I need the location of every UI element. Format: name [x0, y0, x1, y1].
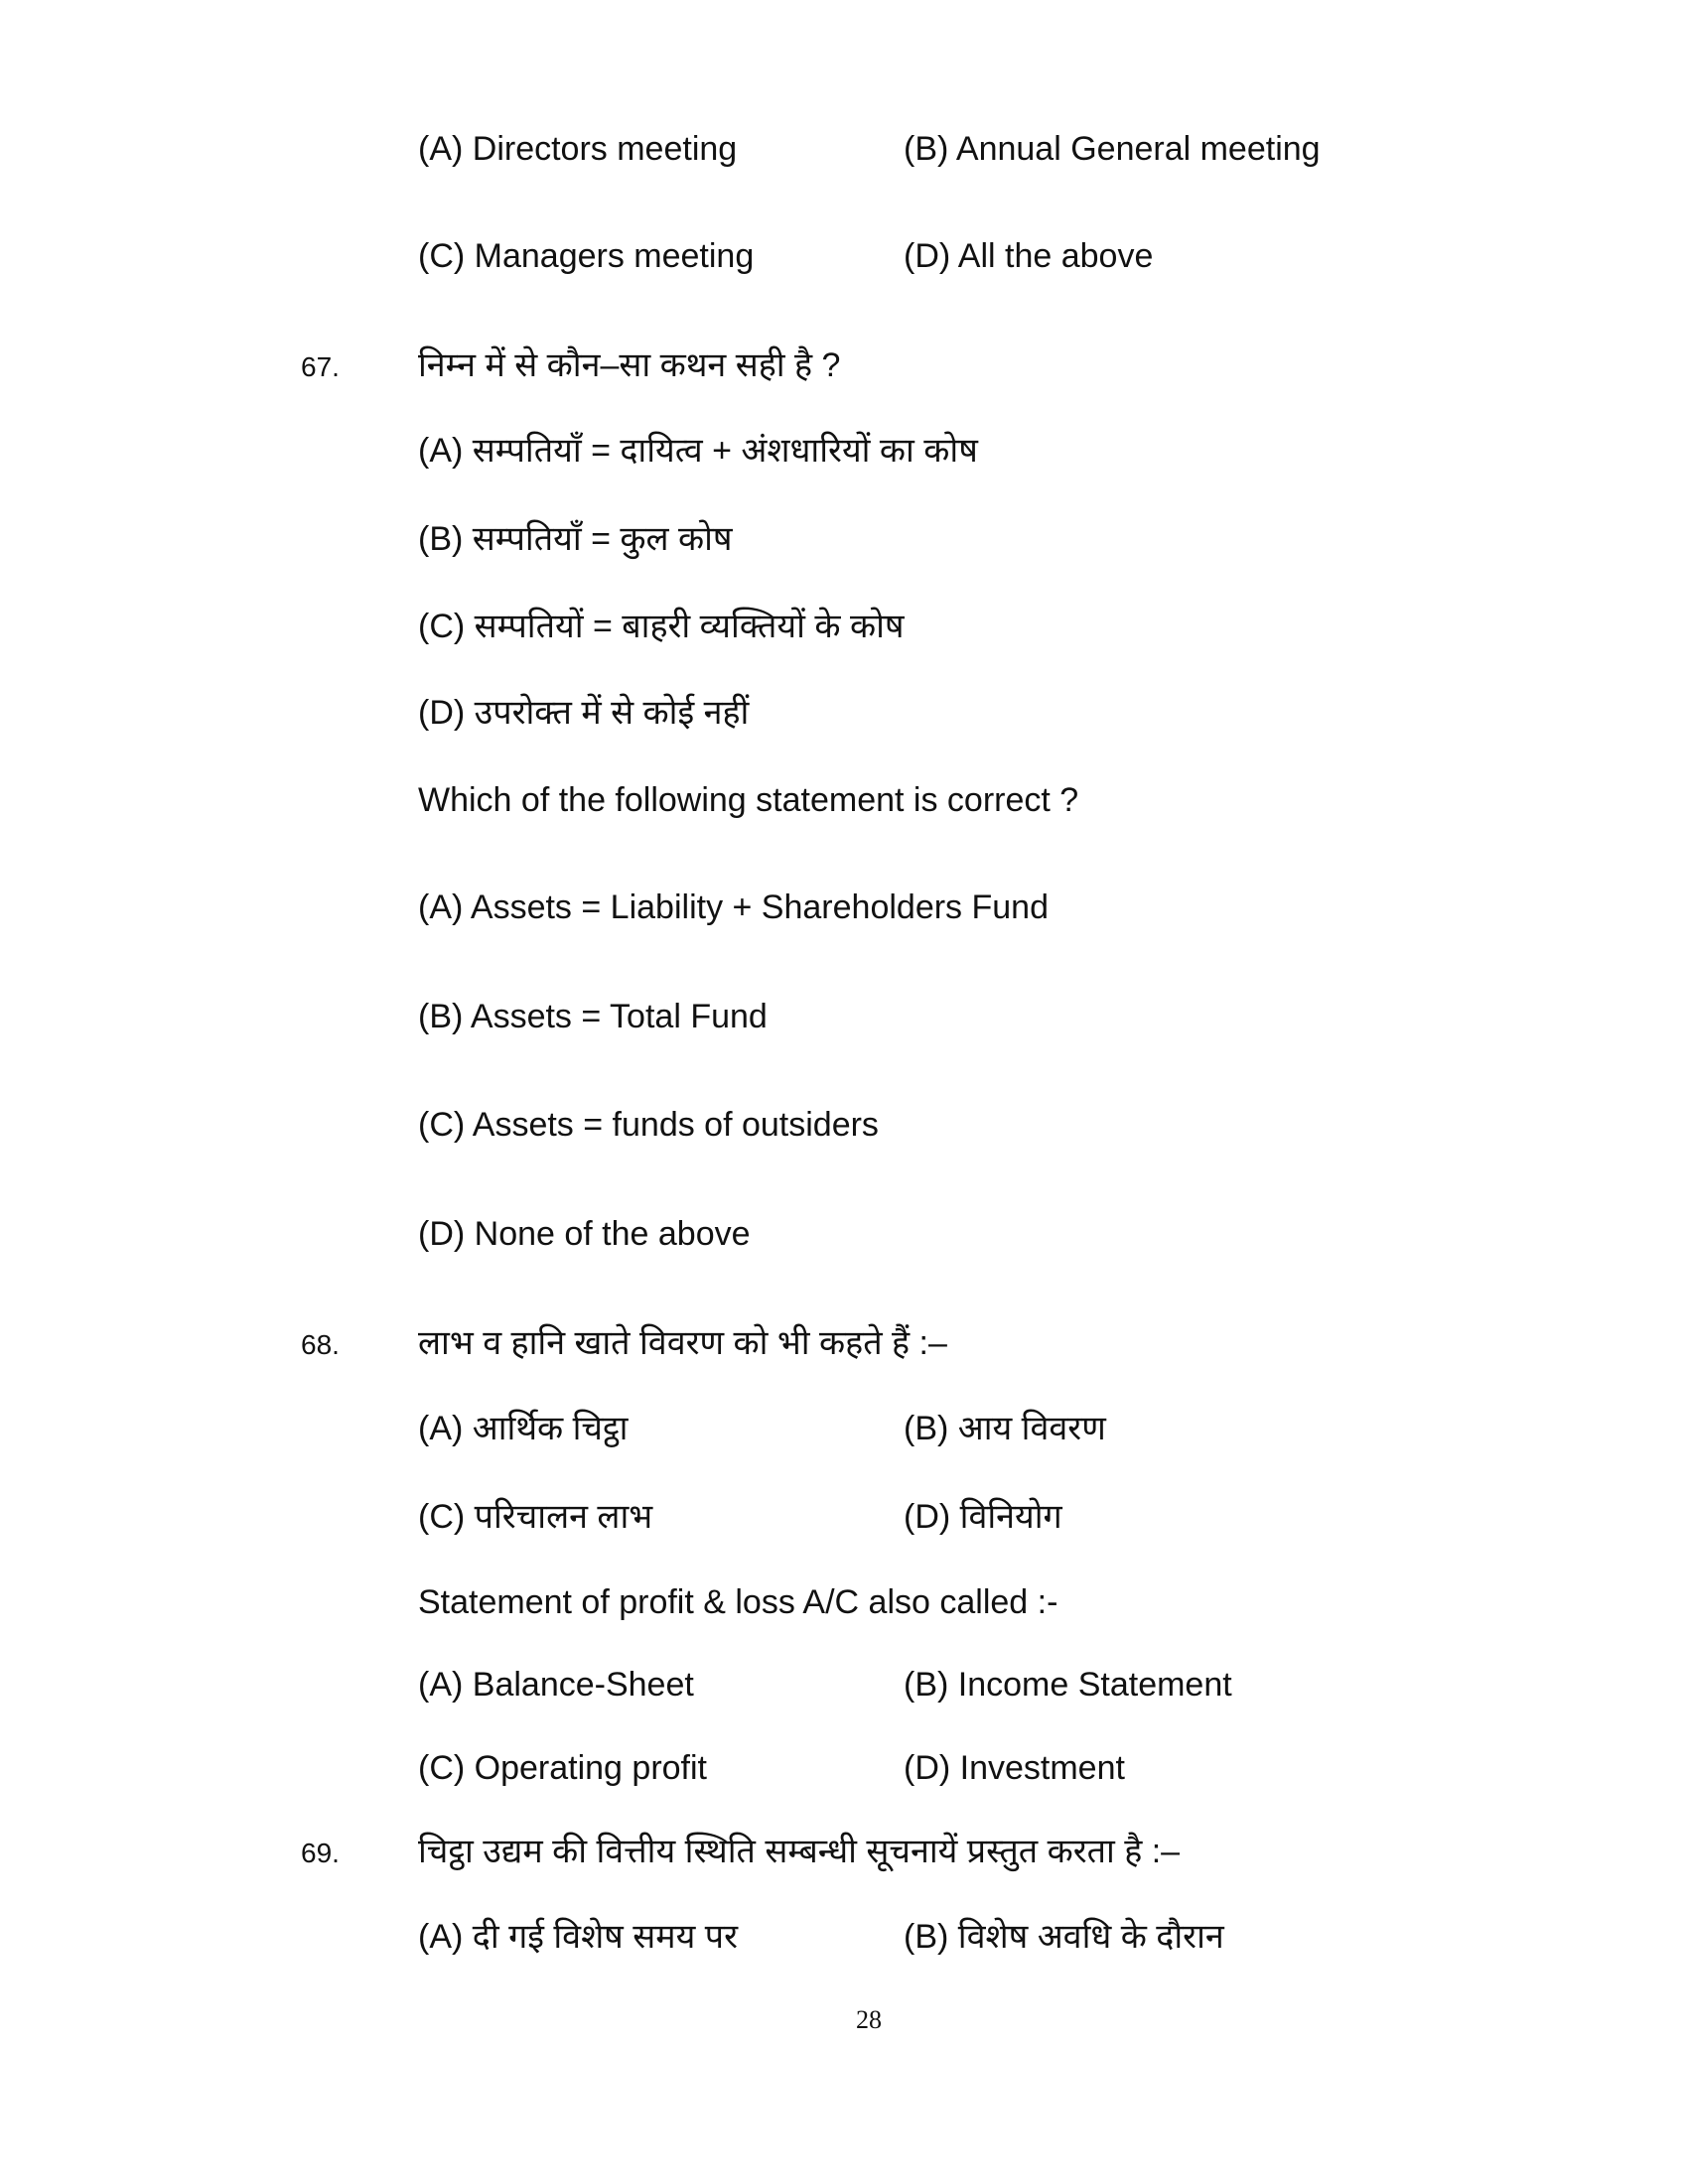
- option-b-hindi: (B) आय विवरण: [904, 1410, 1106, 1447]
- option-b: (B) Annual General meeting: [904, 130, 1321, 168]
- option-c-hindi: (C) परिचालन लाभ: [418, 1498, 653, 1536]
- question-hindi: निम्न में से कौन–सा कथन सही है ?: [418, 346, 841, 384]
- question-english: Statement of profit & loss A/C also called :-: [418, 1583, 1058, 1621]
- question-number: 67.: [301, 351, 340, 382]
- option-b: (B) Income Statement: [904, 1666, 1232, 1704]
- option-c-hindi: (C) सम्पतियों = बाहरी व्यक्तियों के कोष: [418, 608, 905, 645]
- option-d: (D) None of the above: [418, 1215, 751, 1253]
- question-hindi: चिट्ठा उद्यम की वित्तीय स्थिति सम्बन्धी सूचनायें प्रस्तुत करता है :–: [418, 1833, 1181, 1870]
- option-c: (C) Managers meeting: [418, 237, 755, 275]
- option-a-hindi: (A) सम्पतियाँ = दायित्व + अंशधारियों का कोष: [418, 432, 978, 470]
- option-b: (B) Assets = Total Fund: [418, 998, 768, 1035]
- option-a: (A) Directors meeting: [418, 130, 738, 168]
- option-d-hindi: (D) विनियोग: [904, 1498, 1062, 1536]
- question-number: 68.: [301, 1329, 340, 1360]
- question-number: 69.: [301, 1838, 340, 1868]
- option-a: (A) Assets = Liability + Shareholders Fund: [418, 888, 1049, 926]
- option-b-hindi: (B) विशेष अवधि के दौरान: [904, 1918, 1224, 1956]
- option-d: (D) Investment: [904, 1749, 1125, 1787]
- question-english: Which of the following statement is correct ?: [418, 781, 1079, 819]
- option-d: (D) All the above: [904, 237, 1154, 275]
- page-number: 28: [856, 2005, 882, 2034]
- option-d-hindi: (D) उपरोक्त में से कोई नहीं: [418, 694, 750, 732]
- option-c: (C) Assets = funds of outsiders: [418, 1106, 879, 1144]
- option-a-hindi: (A) आर्थिक चिट्ठा: [418, 1410, 629, 1447]
- question-hindi: लाभ व हानि खाते विवरण को भी कहते हैं :–: [418, 1324, 947, 1362]
- option-c: (C) Operating profit: [418, 1749, 707, 1787]
- option-a-hindi: (A) दी गई विशेष समय पर: [418, 1918, 738, 1956]
- option-a: (A) Balance-Sheet: [418, 1666, 694, 1704]
- option-b-hindi: (B) सम्पतियाँ = कुल कोष: [418, 520, 733, 558]
